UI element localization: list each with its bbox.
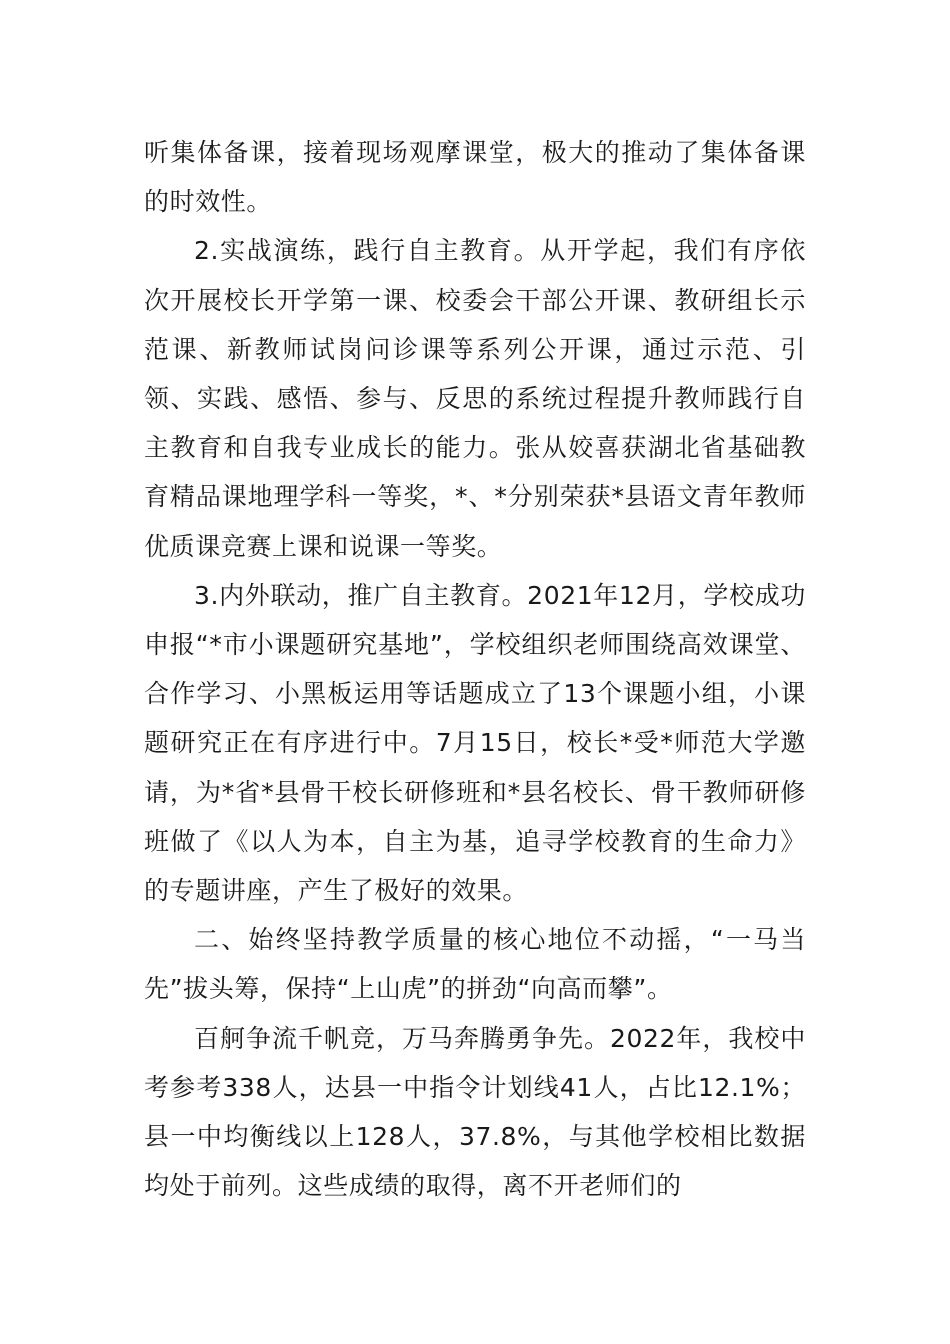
document-body (144, 128, 806, 1210)
section-heading-two: 二、始终坚持教学质量的核心地位不动摇，“一马当先”拔头筹，保持“上山虎”的拼劲“向高而攀”。 (144, 925, 806, 1004)
paragraph-practice-drill: 2.实战演练，践行自主教育。从开学起，我们有序依次开展校长开学第一课、校委会干部公开课、教研组长示范课、新教师试岗问诊课等系列公开课，通过示范、引领、实践、感悟、参与、反思的系统过程提升教师践行自主教育和自我专业成长的能力。张从姣喜获湖北省基础教育精品课地理学科一等奖，*、*分别荣获*县语文青年教师优质课竞赛上课和说课一等奖。 (144, 236, 806, 561)
paragraph-internal-external: 3.内外联动，推广自主教育。2021年12月，学校成功申报“*市小课题研究基地”，学校组织老师围绕高效课堂、合作学习、小黑板运用等话题成立了13个课题小组，小课题研究正在有序进行中。7月15日，校长*受*师范大学邀请，为*省*县骨干校长研修班和*县名校长、骨干教师研修班做了《以人为本，自主为基，追寻学校教育的生命力》的专题讲座，产生了极好的效果。 (144, 580, 806, 906)
paragraph-exam-results: 百舸争流千帆竞，万马奔腾勇争先。2022年，我校中考参考338人，达县一中指令计划线41人，占比12.1%；县一中均衡线以上128人，37.8%，与其他学校相比数据均处于前列。这些成绩的取得，离不开老师们的 (144, 1023, 806, 1201)
paragraph-continuation: 听集体备课，接着现场观摩课堂，极大的推动了集体备课的时效性。 (144, 138, 806, 217)
